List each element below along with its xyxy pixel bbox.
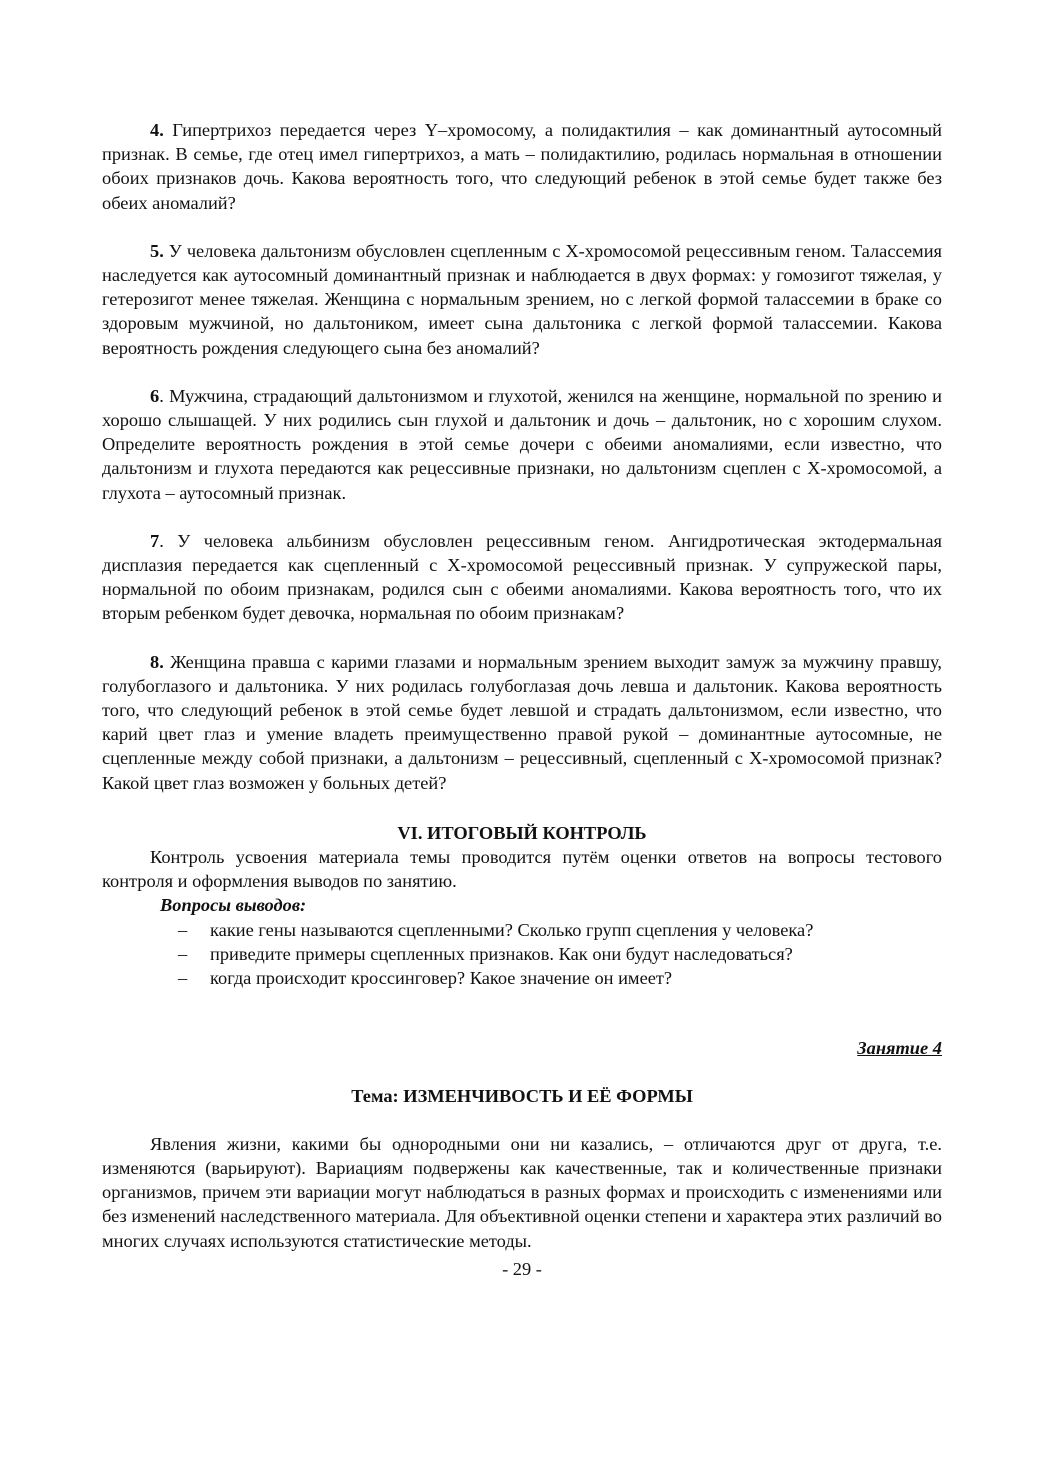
list-item bbox=[160, 918, 942, 942]
section-text: Контроль усвоения материала темы проводится путём оценки ответов на вопросы тестового контроля и оформления выводов по занятию. bbox=[102, 847, 942, 892]
problem-number: 8. bbox=[150, 651, 164, 672]
questions-list bbox=[102, 918, 942, 991]
dash-bullet: – bbox=[178, 919, 188, 940]
intro-text: Явления жизни, какими бы однородными они ни казались, – отличаются друг от друга, т.е. изменяются (варьируют). Вариациям подвержены как качественные, так и количественные признаки организмов, причем эти вариации могут наблюдаться в разных формах и происходить с изменениями или без изменений наследственного материала. Для объективной оценки степени и характера этих различий во многих случаях используются статистические методы. bbox=[102, 1133, 942, 1251]
problem-number: 6 bbox=[150, 385, 160, 406]
list-item-text: какие гены называются сцепленными? Сколько групп сцепления у человека? bbox=[210, 919, 814, 940]
topic-heading: Тема: ИЗМЕНЧИВОСТЬ И ЕЁ ФОРМЫ bbox=[351, 1085, 693, 1106]
section-heading: VI. ИТОГОВЫЙ КОНТРОЛЬ bbox=[397, 822, 647, 843]
problem-text: . Мужчина, страдающий дальтонизмом и глухотой, женился на женщине, нормальной по зрению и хорошо слышащей. У них родились сын глухой и дальтоник и дочь – дальтоник, но с хорошим слухом. Определите вероятность рождения в этой семье дочери с обеими аномалиями, если известно, что дальтонизм и глухота передаются как рецессивные признаки, но дальтонизм сцеплен с Х-хромосомой, а глухота – аутосомный признак. bbox=[102, 385, 942, 503]
list-item-text: когда происходит кроссинговер? Какое значение он имеет? bbox=[210, 968, 673, 989]
dash-bullet: – bbox=[178, 943, 188, 964]
problem-number: 7 bbox=[150, 530, 160, 551]
problem-number: 4. bbox=[150, 120, 164, 140]
document-page bbox=[102, 118, 942, 1299]
questions-label: Вопросы выводов: bbox=[160, 895, 307, 916]
problem-text: . У человека альбинизм обусловлен рецессивным геном. Ангидротическая эктодермальная дисплазия передается как сцепленный с Х-хромосомой рецессивный признак. У супружеской пары, нормальной по обоим признакам, родился сын с обеими аномалиями. Какова вероятность того, что их вторым ребенком будет девочка, нормальная по обоим признакам? bbox=[102, 530, 942, 624]
problem-8 bbox=[102, 650, 942, 795]
list-item bbox=[160, 942, 942, 966]
problem-text: Гипертрихоз передается через Y–хромосому, а полидактилия – как доминантный аутосомный признак. В семье, где отец имел гипертрихоз, а мать – полидактилию, родилась нормальная в отношении обоих признаков дочь. Какова вероятность того, что следующий ребенок в этой семье будет также без обеих аномалий? bbox=[102, 120, 942, 213]
problem-4 bbox=[102, 118, 942, 215]
page-number: - 29 - bbox=[502, 1258, 542, 1279]
problem-text: У человека дальтонизм обусловлен сцепленным с Х-хромосомой рецессивным геном. Талассемия наследуется как аутосомный доминантный признак и наблюдается в двух формах: у гомозигот тяжелая, у гетерозигот менее тяжелая. Женщина с нормальным зрением, но с легкой формой талассемии в браке со здоровым мужчиной, но дальтоником, имеет сына дальтоника с легкой формой талассемии. Какова вероятность рождения следующего сына без аномалий? bbox=[102, 240, 942, 358]
list-item-text: приведите примеры сцепленных признаков. Как они будут наследоваться? bbox=[210, 943, 793, 964]
problem-number: 5. bbox=[150, 240, 164, 261]
problem-7 bbox=[102, 529, 942, 626]
problem-5 bbox=[102, 239, 942, 360]
problem-text: Женщина правша с карими глазами и нормальным зрением выходит замуж за мужчину правшу, голубоглазого и дальтоника. У них родилась голубоглазая дочь левша и дальтоник. Какова вероятность того, что следующий ребенок в этой семье будет левшой и страдать дальтонизмом, если известно, что карий цвет глаз и умение владеть преимущественно правой рукой – доминантные аутосомные, не сцепленные между собой признаки, а дальтонизм – рецессивный, сцепленный с Х-хромосомой признак? Какой цвет глаз возможен у больных детей? bbox=[102, 651, 942, 793]
problem-6 bbox=[102, 384, 942, 505]
list-item bbox=[160, 966, 942, 990]
lesson-label: Занятие 4 bbox=[857, 1038, 942, 1059]
dash-bullet: – bbox=[178, 968, 188, 989]
